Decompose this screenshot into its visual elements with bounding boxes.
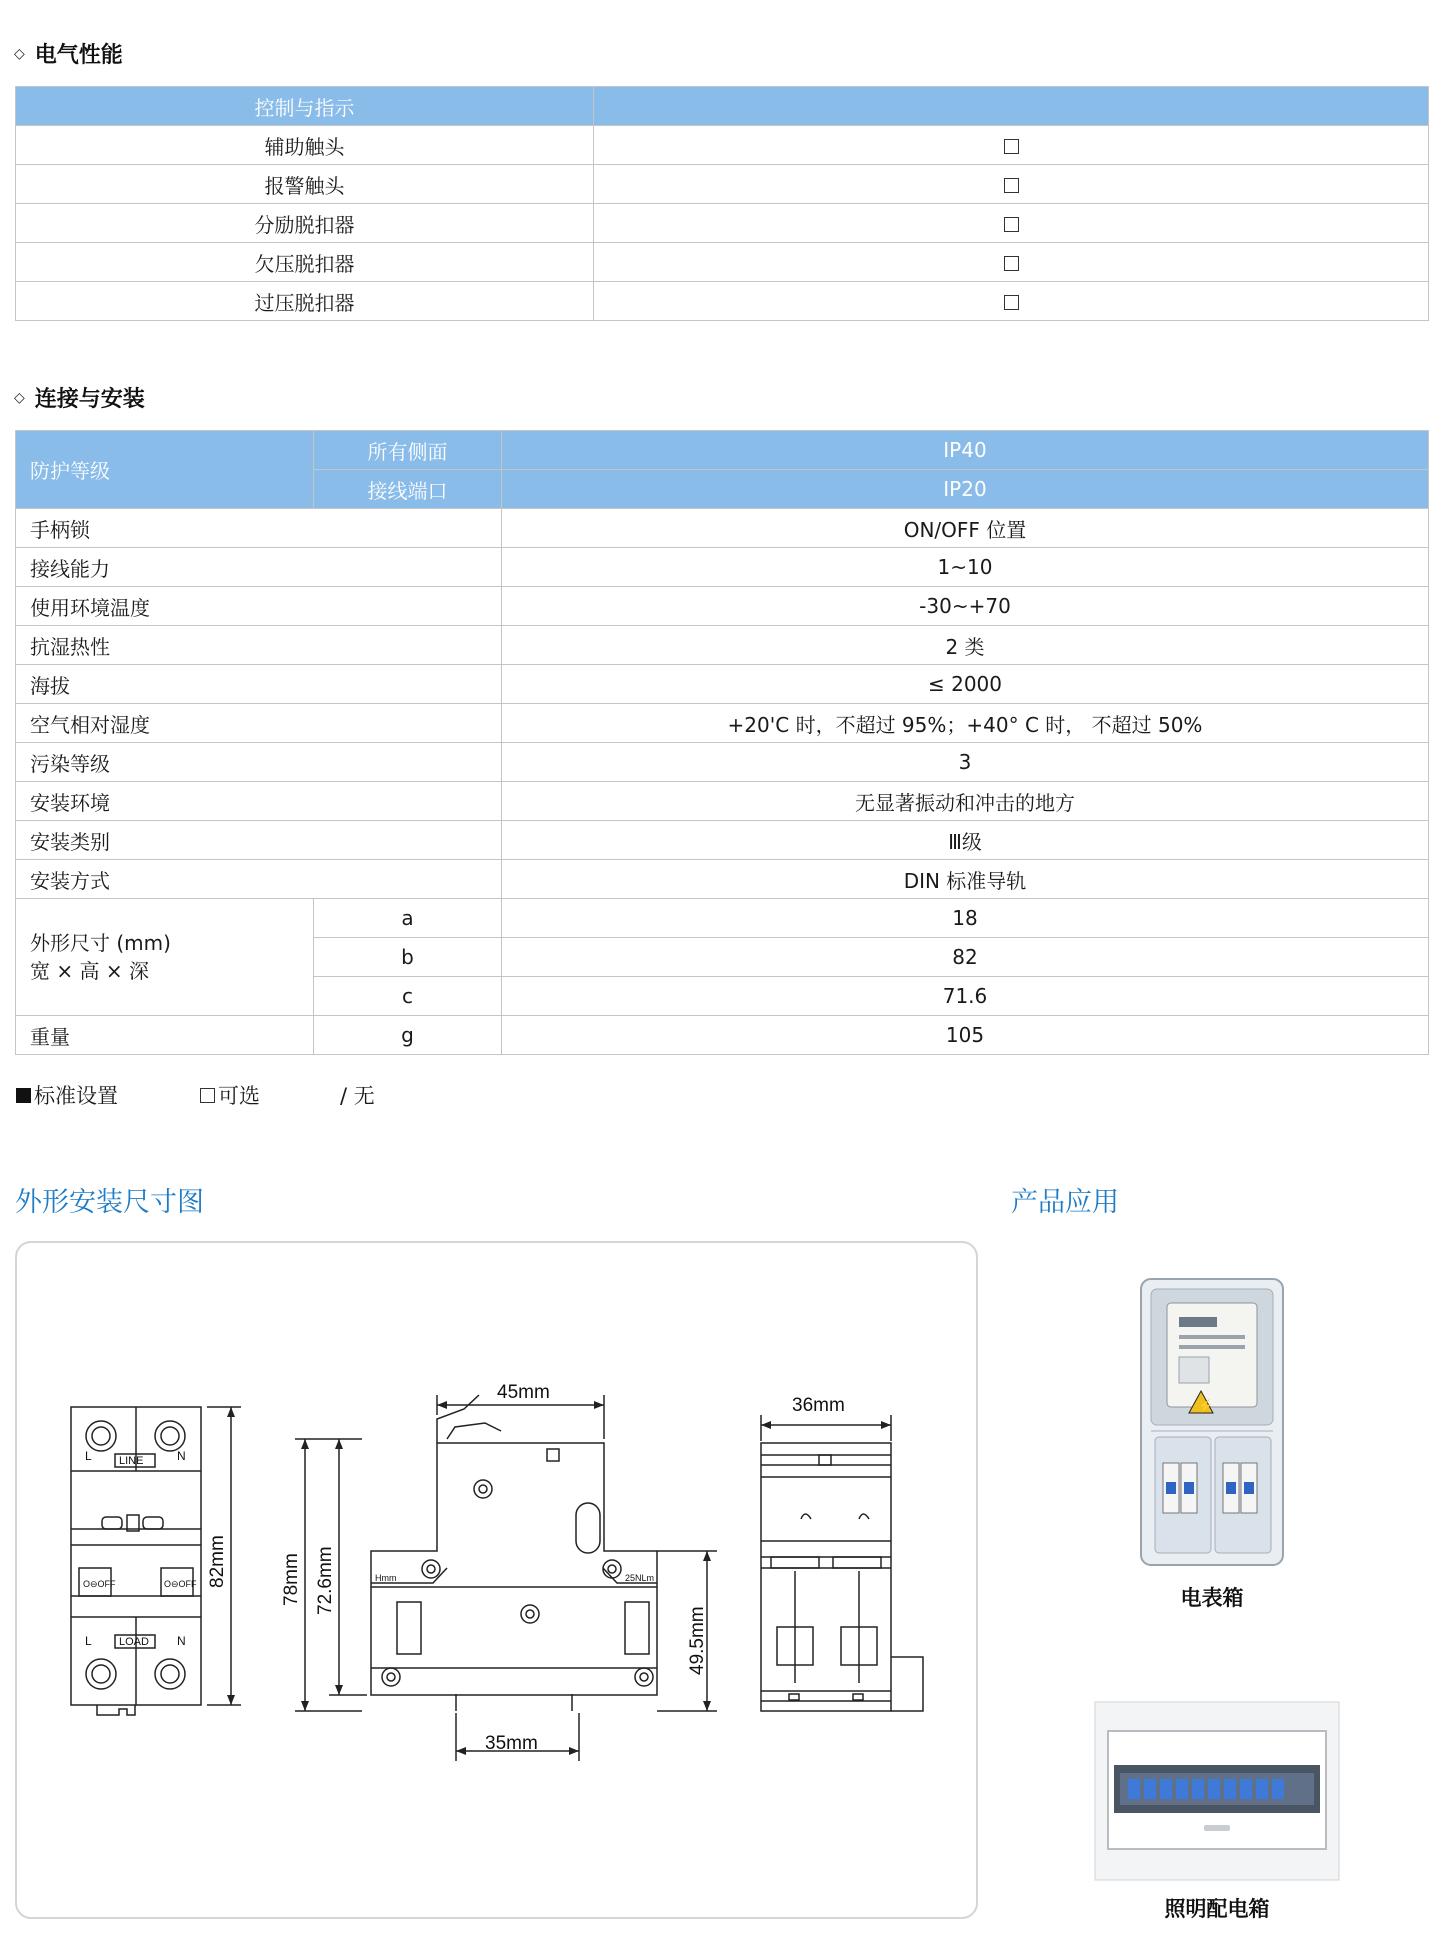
legend [16,1080,375,1110]
dim-49-5mm: 49.5mm [687,1606,708,1675]
row-value [594,126,1429,165]
dimension-label-line2: 宽 × 高 × 深 [30,959,149,983]
row-label: 安装方式 [16,860,502,899]
app-caption-meter-box: 电表箱 [1180,1586,1244,1610]
row-value [594,243,1429,282]
dimension-drawing-box [15,1241,978,1919]
header-empty-cell [594,87,1429,126]
row-label: 手柄锁 [16,509,502,548]
section-title-text: 电气性能 [34,43,123,68]
front-line-label: LINE [119,1455,144,1467]
install-table [15,430,1429,1055]
dim-78mm: 78mm [281,1553,302,1606]
row-value: 1~10 [502,548,1429,587]
table-row [16,204,1429,243]
front-N-top: N [177,1449,186,1463]
dimension-value: 82 [502,938,1429,977]
row-label: 安装类别 [16,821,502,860]
optional-checkbox-icon [1004,139,1019,154]
row-label: 辅助触头 [16,126,594,165]
row-label: 分励脱扣器 [16,204,594,243]
empty-square-icon [200,1088,215,1103]
diamond-icon: ◇ [14,389,25,406]
row-label: 欠压脱扣器 [16,243,594,282]
row-label: 安装环境 [16,782,502,821]
protection-label: 防护等级 [16,431,314,509]
table-row [16,1016,1429,1055]
lighting-box-image [1094,1701,1340,1881]
front-N-bottom: N [177,1634,186,1648]
table-row [16,165,1429,204]
legend-optional-text: 可选 [218,1084,260,1108]
table-row [16,243,1429,282]
row-label: 污染等级 [16,743,502,782]
legend-optional [200,1080,260,1110]
table-row [16,548,1429,587]
dimension-label-line1: 外形尺寸 (mm) [30,931,171,955]
weight-label: 重量 [16,1016,314,1055]
row-value: DIN 标准导轨 [502,860,1429,899]
section-title-text: 连接与安装 [34,387,145,412]
table-row [16,509,1429,548]
side-label-left: Hmm [375,1573,397,1583]
row-label: 抗湿热性 [16,626,502,665]
row-label: 使用环境温度 [16,587,502,626]
legend-standard [16,1080,118,1110]
row-value: 3 [502,743,1429,782]
protection-val2: IP20 [502,470,1429,509]
row-value [594,282,1429,321]
dimension-label [16,899,314,1016]
side-label-right: 25NLm [625,1573,655,1583]
dim-82mm: 82mm [207,1535,228,1588]
table-row [16,821,1429,860]
front-onoff-right: O⊖OFF [164,1579,197,1589]
row-value: 2 类 [502,626,1429,665]
weight-unit: g [314,1016,502,1055]
protection-sub2: 接线端口 [314,470,502,509]
table-row [16,665,1429,704]
optional-checkbox-icon [1004,295,1019,310]
table-row [16,126,1429,165]
warning-symbol-icon: ⚡ [1198,1399,1213,1413]
table-row [16,626,1429,665]
table-row [16,587,1429,626]
row-value: +20'C 时，不超过 95%；+40° C 时， 不超过 50% [502,704,1429,743]
table-row [16,743,1429,782]
optional-checkbox-icon [1004,256,1019,271]
electrical-table [15,86,1429,321]
protection-sub1: 所有侧面 [314,431,502,470]
dimension-drawing [17,1243,980,1921]
dim-36mm: 36mm [792,1395,845,1416]
dimension-key: c [314,977,502,1016]
dimension-value: 71.6 [502,977,1429,1016]
section-title-install [14,382,145,413]
legend-none: / 无 [340,1084,375,1108]
row-value: 无显著振动和冲击的地方 [502,782,1429,821]
app-caption-lighting-box: 照明配电箱 [1164,1897,1270,1921]
rear-view-drawing [761,1415,923,1711]
front-L-bottom: L [85,1634,92,1648]
dim-72-6mm: 72.6mm [315,1546,336,1615]
drawing-title: 外形安装尺寸图 [15,1187,204,1218]
table-row [16,282,1429,321]
row-label: 空气相对湿度 [16,704,502,743]
row-value: Ⅲ级 [502,821,1429,860]
optional-checkbox-icon [1004,217,1019,232]
dim-45mm: 45mm [497,1382,550,1403]
row-label: 海拔 [16,665,502,704]
section-title-electrical [14,38,123,69]
row-value [594,165,1429,204]
diamond-icon: ◇ [14,45,25,62]
row-value [594,204,1429,243]
front-L-top: L [85,1449,92,1463]
meter-box-image [1139,1277,1285,1567]
control-header: 控制与指示 [16,87,594,126]
table-row [16,704,1429,743]
dimension-key: b [314,938,502,977]
row-label: 报警触头 [16,165,594,204]
weight-value: 105 [502,1016,1429,1055]
protection-val1: IP40 [502,431,1429,470]
dimension-key: a [314,899,502,938]
dimension-value: 18 [502,899,1429,938]
front-onoff-left: O⊖OFF [83,1579,116,1589]
application-title: 产品应用 [1011,1187,1119,1218]
row-value: ON/OFF 位置 [502,509,1429,548]
legend-standard-text: 标准设置 [34,1084,118,1108]
filled-square-icon [16,1088,31,1103]
row-value: ≤ 2000 [502,665,1429,704]
front-load-label: LOAD [119,1636,149,1648]
table-row [16,782,1429,821]
optional-checkbox-icon [1004,178,1019,193]
row-label: 过压脱扣器 [16,282,594,321]
table-row [16,860,1429,899]
row-value: -30~+70 [502,587,1429,626]
dim-35mm: 35mm [485,1733,538,1754]
row-label: 接线能力 [16,548,502,587]
table-row [16,899,1429,938]
